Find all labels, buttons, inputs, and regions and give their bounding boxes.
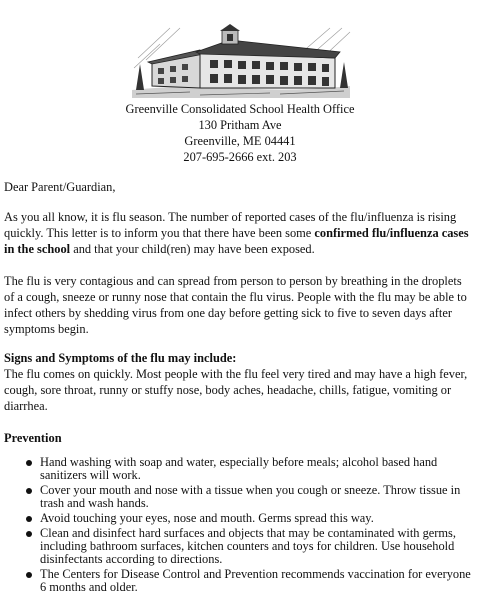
office-address-block (0, 101, 480, 165)
prevention-heading: Prevention (4, 431, 62, 445)
list-item (26, 527, 474, 566)
greeting: Dear Parent/Guardian, (4, 180, 116, 194)
list-item (26, 568, 474, 594)
school-building-illustration (130, 24, 352, 98)
paragraph-intro (4, 209, 470, 257)
office-city: Greenville, ME 04441 (184, 134, 296, 148)
bullet-icon (26, 572, 32, 578)
list-item (26, 456, 474, 482)
signs-heading: Signs and Symptoms of the flu may include: (4, 351, 237, 365)
bullet-icon (26, 516, 32, 522)
office-street: 130 Pritham Ave (198, 118, 282, 132)
office-phone: 207-695-2666 ext. 203 (183, 150, 297, 164)
bullet-icon (26, 460, 32, 466)
list-item (26, 512, 474, 525)
list-item (26, 484, 474, 510)
office-name: Greenville Consolidated School Health Office (125, 102, 355, 116)
bullet-icon (26, 531, 32, 537)
list-item-text: Avoid touching your eyes, nose and mouth. Germs spread this way. (40, 511, 374, 525)
intro-text-bold: confirmed flu/influenza cases in the school (4, 226, 469, 256)
bullet-icon (26, 488, 32, 494)
list-item-text: Clean and disinfect hard surfaces and objects that may be contaminated with germs, including bathroom surfaces, kitchen counters and toys for children. Use household disinfectants according to directions. (40, 526, 456, 566)
paragraph-symptoms: The flu comes on quickly. Most people with the flu feel very tired and may have a high fever, cough, sore throat, runny or stuffy nose, body aches, headache, chills, fatigue, vomiting or diarrhea. (4, 367, 468, 413)
list-item-text: Hand washing with soap and water, especially before meals; alcohol based hand sanitizers will work. (40, 455, 438, 482)
list-item-text: The Centers for Disease Control and Prevention recommends vaccination for everyone 6 months and older. (40, 567, 471, 594)
intro-text-b: and that your child(ren) may have been exposed. (70, 242, 315, 256)
intro-text-a: As you all know, it is flu season. The number of reported cases of the flu/influenza is rising quickly. This letter is to inform you that there have been some (4, 210, 457, 240)
paragraph-contagious: The flu is very contagious and can spread from person to person by breathing in the droplets of a cough, sneeze or runny nose that contain the flu virus. People with the flu may be able to infect others by shedding virus from one day before getting sick to five to seven days after symptoms begin. (4, 274, 467, 336)
list-item-text: Cover your mouth and nose with a tissue when you cough or sneeze. Throw tissue in trash and wash hands. (40, 483, 461, 510)
prevention-list (26, 456, 474, 596)
